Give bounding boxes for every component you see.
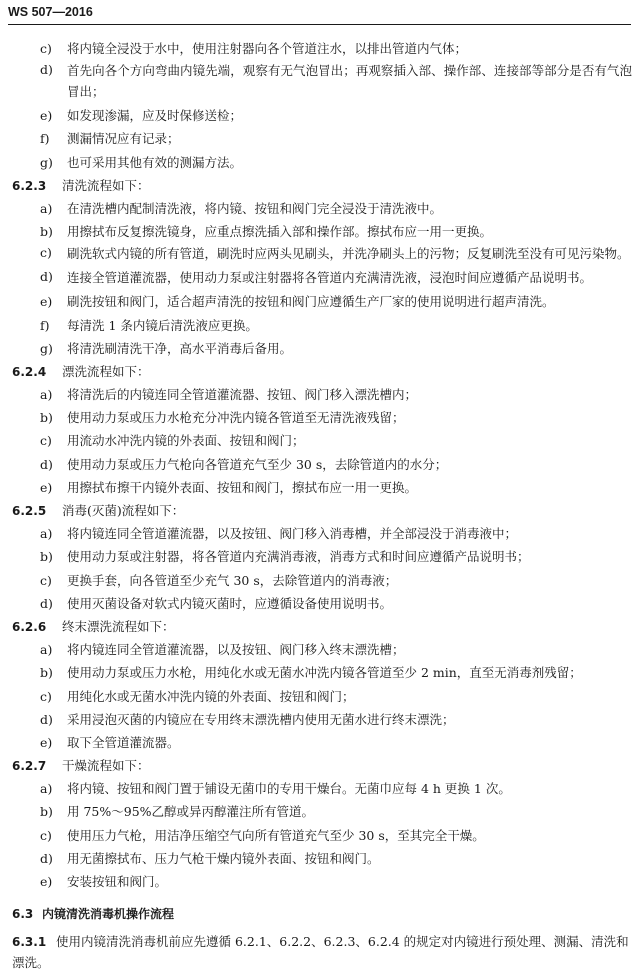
- list-item: a) 将内镜连同全管道灌流器，以及按钮、阀门移入终末漂洗槽；: [40, 642, 405, 658]
- list-item: a) 在清洗槽内配制清洗液，将内镜、按钮和阀门完全浸没于清洗液中。: [40, 200, 443, 216]
- list-item: b) 使用动力泵或压力水枪，用纯化水或无菌水冲洗内镜各管道至少 2 min，直至无消毒剂残留；: [40, 665, 582, 681]
- list-item: b) 使用动力泵或压力水枪充分冲洗内镜各管道至无清洗液残留；: [40, 410, 405, 426]
- list-item: e) 取下全管道灌流器。: [40, 734, 180, 750]
- document-body: [12, 37, 632, 975]
- list-item: g) 将清洗刷清洗干净，高水平消毒后备用。: [40, 340, 293, 356]
- list-item: d) 首先向各个方向弯曲内镜先端，观察有无气泡冒出；再观察插入部、操作部、连接部等部分是否有气泡冒出；: [40, 62, 632, 99]
- list-item: b) 使用动力泵或注射器，将各管道内充满消毒液，消毒方式和时间应遵循产品说明书；: [40, 549, 530, 565]
- standard-code: WS 507—2016: [8, 5, 93, 19]
- section-heading-6-2-4: 6.2.4 漂洗流程如下：: [12, 363, 150, 379]
- list-item: d) 使用动力泵或压力气枪向各管道充气至少 30 s，去除管道内的水分；: [40, 456, 448, 472]
- section-heading-6-3: 6.3 内镜清洗消毒机操作流程: [12, 907, 175, 922]
- list-item: c) 刷洗软式内镜的所有管道，刷洗时应两头见刷头，并洗净刷头上的污物；反复刷洗至没有可见污染物。: [40, 245, 630, 262]
- list-item: c) 更换手套，向各管道至少充气 30 s，去除管道内的消毒液；: [40, 572, 398, 588]
- list-item: b) 用 75%～95%乙醇或异丙醇灌注所有管道。: [40, 804, 315, 820]
- header-rule: [8, 24, 631, 25]
- list-item: c) 用流动水冲洗内镜的外表面、按钮和阀门；: [40, 433, 305, 449]
- section-heading-6-2-3: 6.2.3 清洗流程如下：: [12, 177, 150, 193]
- list-item: c) 使用压力气枪，用洁净压缩空气向所有管道充气至少 30 s，至其完全干燥。: [40, 827, 485, 843]
- list-item: e) 如发现渗漏，应及时保修送检；: [40, 108, 243, 124]
- list-item: a) 将清洗后的内镜连同全管道灌流器、按钮、阀门移入漂洗槽内；: [40, 387, 418, 403]
- list-item: d) 用无菌擦拭布、压力气枪干燥内镜外表面、按钮和阀门。: [40, 850, 380, 866]
- list-item: e) 安装按钮和阀门。: [40, 874, 168, 889]
- section-heading-6-2-7: 6.2.7 干燥流程如下：: [12, 758, 150, 774]
- list-item: e) 刷洗按钮和阀门，适合超声清洗的按钮和阀门应遵循生产厂家的使用说明进行超声清洗。: [40, 294, 555, 310]
- section-heading-6-2-6: 6.2.6 终末漂洗流程如下：: [12, 618, 175, 634]
- list-item: d) 连接全管道灌流器，使用动力泵或注射器将各管道内充满清洗液，浸泡时间应遵循产品说明书。: [40, 268, 593, 285]
- list-item: f) 每清洗 1 条内镜后清洗液应更换。: [40, 317, 258, 333]
- list-item: d) 采用浸泡灭菌的内镜应在专用终末漂洗槽内使用无菌水进行终末漂洗；: [40, 711, 455, 727]
- list-item: a) 将内镜连同全管道灌流器，以及按钮、阀门移入消毒槽，并全部浸没于消毒液中；: [40, 526, 518, 542]
- list-item: e) 用擦拭布擦干内镜外表面、按钮和阀门，擦拭布应一用一更换。: [40, 479, 418, 495]
- paragraph-6-3-1: 6.3.1 使用内镜清洗消毒机前应先遵循 6.2.1、6.2.2、6.2.3、6.2.4 的规定对内镜进行预处理、测漏、清洗和漂洗。: [12, 934, 629, 970]
- list-item: c) 用纯化水或无菌水冲洗内镜的外表面、按钮和阀门；: [40, 688, 355, 704]
- list-item: b) 用擦拭布反复擦洗镜身，应重点擦洗插入部和操作部。擦拭布应一用一更换。: [40, 224, 493, 240]
- list-item: a) 将内镜、按钮和阀门置于铺设无菌巾的专用干燥台。无菌巾应每 4 h 更换 1 次。: [40, 781, 511, 797]
- list-item: d) 使用灭菌设备对软式内镜灭菌时，应遵循设备使用说明书。: [40, 595, 393, 611]
- list-item: g) 也可采用其他有效的测漏方法。: [40, 154, 243, 170]
- section-heading-6-2-5: 6.2.5 消毒(灭菌)流程如下：: [12, 503, 185, 518]
- list-item: f) 测漏情况应有记录；: [40, 131, 180, 147]
- list-item: c) 将内镜全浸没于水中，使用注射器向各个管道注水，以排出管道内气体；: [40, 41, 468, 56]
